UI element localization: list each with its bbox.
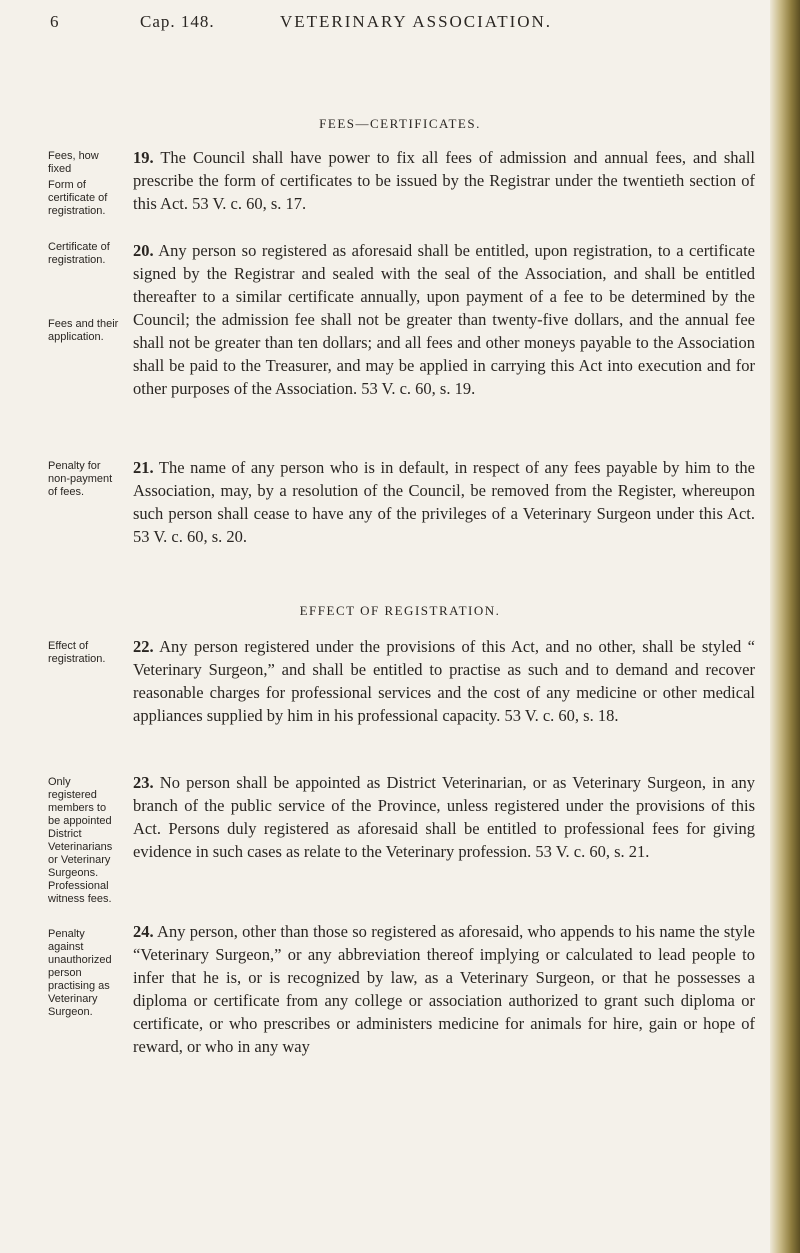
section-23 [133, 771, 755, 863]
section-text: The name of any person who is in default, in respect of any fees payable by him to the Association, may, by a resolution of the Council, be removed from the Register, whereupon such person shall cease to have any of the privileges of a Veterinary Surgeon under this Act. 53 V. c. 60, s. 20. [133, 458, 755, 546]
section-21 [133, 456, 755, 548]
chapter-label: Cap. 148. [140, 12, 215, 31]
section-number: 22. [133, 637, 154, 656]
section-number: 20. [133, 241, 154, 260]
section-number: 21. [133, 458, 154, 477]
section-number: 24. [133, 922, 154, 941]
section-text: Any person registered under the provisions of this Act, and no other, shall be styled “ Veterinary Surgeon,” and shall be entitled to practise as such and to demand and recover reasonable charges for professional services and the cost of any medicine or other medical appliances supplied by him in his professional capacity. 53 V. c. 60, s. 18. [133, 637, 755, 725]
section-22 [133, 635, 755, 727]
margin-note-fees-application: Fees and their application. [48, 318, 119, 343]
margin-note-penalty-unauthorized: Penalty against unauthorized person practising as Veterinary Surgeon. [48, 928, 112, 1018]
margin-note-only-registered: Only registered members to be appointed District Veterinarians or Veterinary Surgeons. Professional witness fees. [48, 776, 113, 905]
section-19 [133, 146, 755, 215]
page-number: 6 [50, 12, 60, 31]
margin-note-fees-fixed: Fees, how fixed [48, 150, 99, 175]
section-heading-fees: FEES—CERTIFICATES. [319, 116, 481, 131]
section-number: 19. [133, 148, 154, 167]
section-text: Any person so registered as aforesaid shall be entitled, upon registration, to a certificate signed by the Registrar and sealed with the seal of the Association, and shall be entitled thereafter to a similar certificate annually, upon payment of a fee to be determined by the Council; the admission fee shall not be greater than twenty-five dollars, and the annual fee shall not be greater than ten dollars; and all fees and other moneys payable to the Association shall be paid to the Treasurer, and may be applied in carrying this Act into execution and for other purposes of the Association. 53 V. c. 60, s. 19. [133, 241, 755, 398]
section-24 [133, 920, 755, 1058]
running-title: VETERINARY ASSOCIATION. [280, 12, 553, 31]
section-20 [133, 239, 755, 400]
section-number: 23. [133, 773, 154, 792]
margin-note-effect-registration: Effect of registration. [48, 640, 106, 665]
margin-note-certificate: Certificate of registration. [48, 241, 110, 266]
margin-note-form-certificate: Form of certificate of registration. [48, 179, 108, 217]
section-text: The Council shall have power to fix all fees of admission and annual fees, and shall prescribe the form of certificates to be issued by the Registrar under the twentieth section of this Act. 53 V. c. 60, s. 17. [133, 148, 755, 213]
section-text: No person shall be appointed as District Veterinarian, or as Veterinary Surgeon, in any branch of the public service of the Province, unless registered under the provisions of this Act. Persons duly registered as aforesaid shall be entitled to professional fees for giving evidence in such cases as relate to the Veterinary profession. 53 V. c. 60, s. 21. [133, 773, 755, 861]
book-binding-edge [770, 0, 800, 1253]
section-text: Any person, other than those so registered as aforesaid, who appends to his name the style “Veterinary Surgeon,” or any abbreviation thereof implying or calculated to lead people to infer that he is, or is recognized by law, as a Veterinary Surgeon, or that he possesses a diploma or certificate from any college or association authorized to grant such diploma or certificate, or who prescribes or administers medicine for animals for hire, gain or hope of reward, or who in any way [133, 922, 755, 1056]
margin-note-penalty-nonpayment: Penalty for non-payment of fees. [48, 460, 113, 498]
section-heading-effect: EFFECT OF REGISTRATION. [299, 603, 501, 618]
